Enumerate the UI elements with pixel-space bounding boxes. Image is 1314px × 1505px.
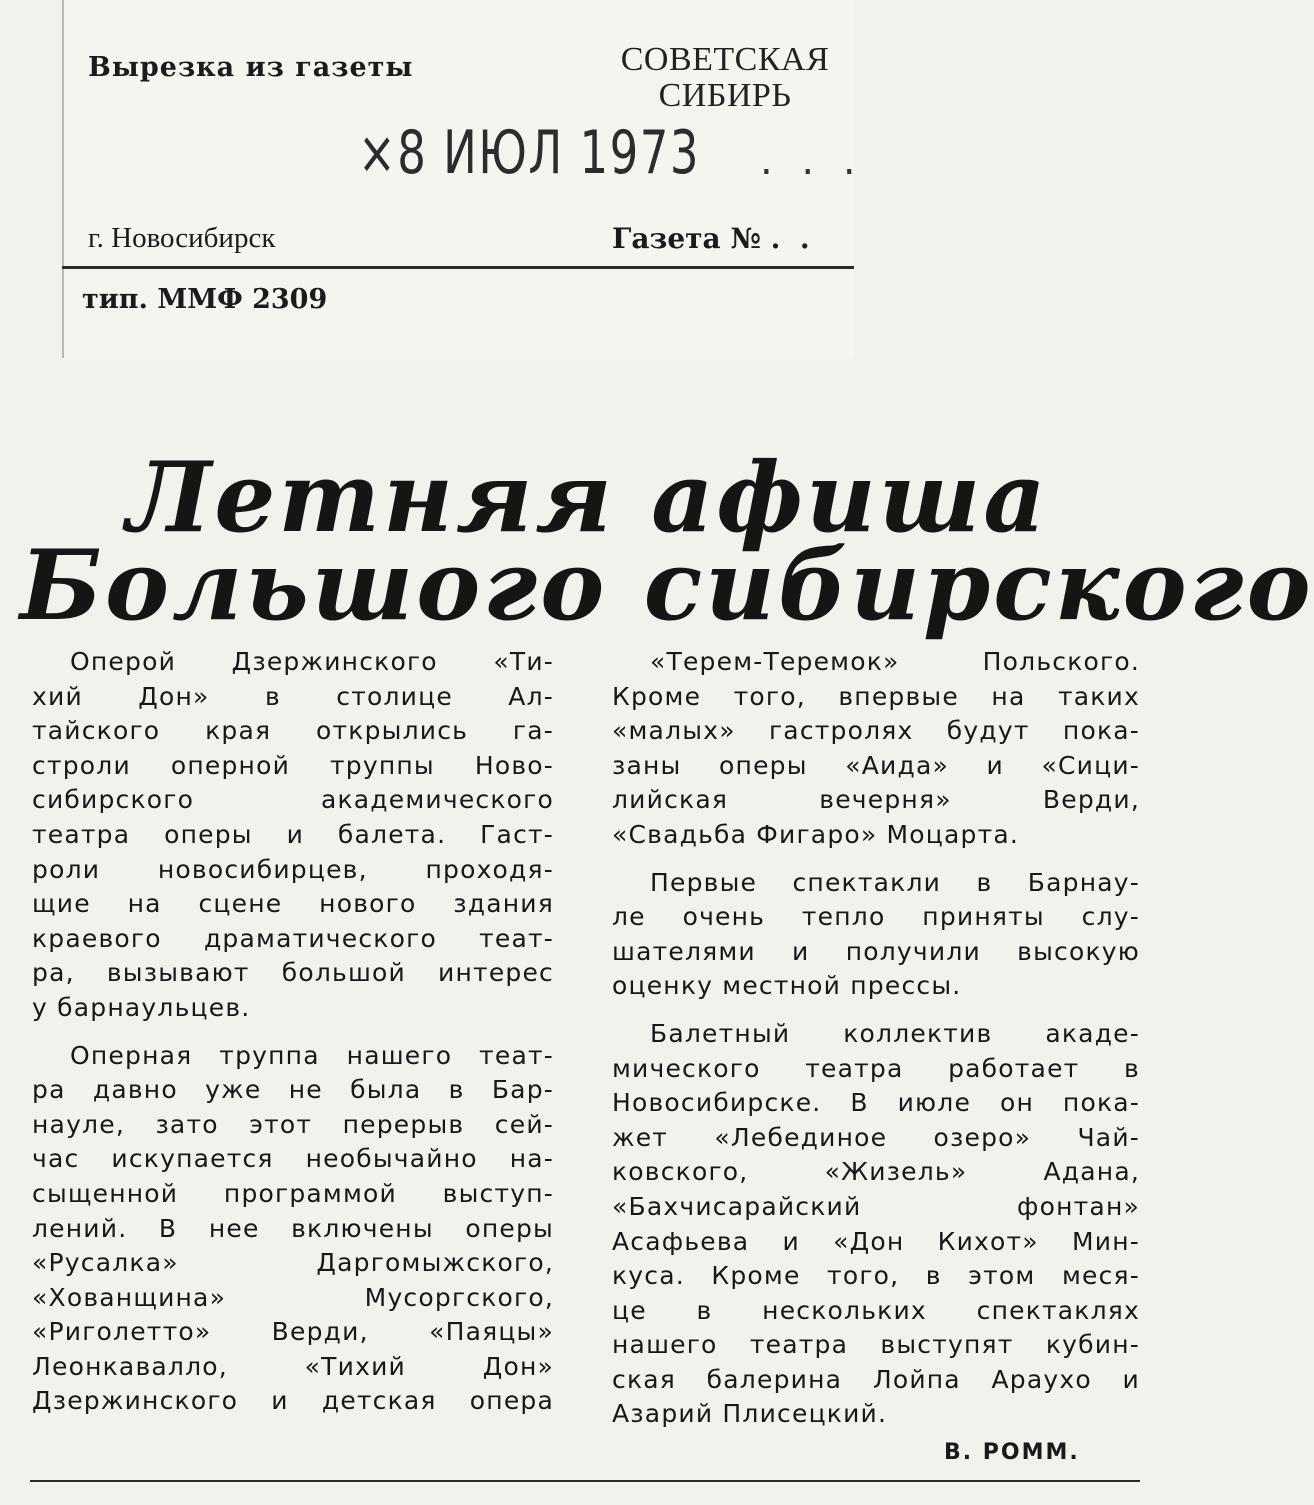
article-line: мического театра работает в [612, 1053, 1140, 1083]
article-line: Азарий Плисецкий. [612, 1399, 888, 1429]
date-stamp: ×8 ИЮЛ 1973 [358, 118, 701, 188]
article-line: «Хованщина» Мусоргского, [32, 1282, 554, 1312]
article-line: Асафьева и «Дон Кихот» Мин- [612, 1226, 1140, 1256]
headline-line-2: Большого сибирского [20, 529, 1314, 642]
article-line: Оперой Дзержинского «Ти- [70, 647, 554, 676]
article-line: «Риголетто» Верди, «Паяцы» [32, 1317, 554, 1347]
article-line: «Бахчисарайский фонтан» [612, 1191, 1140, 1221]
article-line: куса. Кроме того, в этом меся- [612, 1261, 1140, 1291]
right-column [612, 645, 1140, 1432]
article-line: у барнаульцев. [32, 992, 251, 1022]
article-line: жет «Лебединое озеро» Чай- [612, 1122, 1140, 1152]
article-line: тайского края открылись га- [32, 716, 554, 746]
print-code: тип. ММФ 2309 [82, 284, 328, 315]
article-line: хий Дон» в столице Ал- [32, 681, 554, 711]
article-line: це в нескольких спектаклях [612, 1295, 1140, 1325]
article-line: лийская вечерня» Верди, [612, 785, 1140, 815]
article-line: сыщенной программой выступ- [32, 1178, 554, 1208]
bottom-divider [30, 1480, 1140, 1482]
article-line: сибирского академического [32, 785, 554, 815]
newspaper-name-line2: СИБИРЬ [658, 77, 792, 114]
article-line: науле, зато этот перерыв сей- [32, 1109, 554, 1139]
article-line: театра оперы и балета. Гаст- [32, 819, 554, 849]
article-line: щие на сцене нового здания [32, 889, 554, 919]
issue-dots-decoration: . . [760, 222, 810, 255]
issue-label [612, 222, 810, 255]
article-line: Леонкавалло, «Тихий Дон» [32, 1351, 554, 1381]
headline-line-1: Летняя афиша [126, 441, 1049, 554]
article-line: ра давно уже не была в Бар- [32, 1075, 554, 1105]
paragraph-gap [612, 853, 1140, 866]
article-line: «Русалка» Даргомыжского, [32, 1248, 554, 1278]
article-line: Новосибирске. В июле он пока- [612, 1088, 1140, 1118]
stamp-dots-decoration: . . . [760, 138, 864, 184]
paragraph-gap [612, 1004, 1140, 1017]
article-line: Балетный коллектив акаде- [650, 1018, 1140, 1048]
clipping-label: Вырезка из газеты [88, 52, 414, 83]
article-line: нашего театра выступят кубин- [612, 1330, 1140, 1360]
issue-label-text: Газета № [612, 222, 761, 255]
article-line: шателями и получили высокую [612, 936, 1140, 966]
article-line: «Терем-Теремок» Польского. [650, 647, 1140, 676]
left-column [32, 645, 554, 1419]
article-line: краевого драматического теат- [32, 923, 554, 953]
article-line: роли новосибирцев, проходя- [32, 854, 554, 884]
article-line: ская балерина Лойпа Араухо и [612, 1364, 1140, 1394]
article-line: ра, вызывают большой интерес [32, 958, 554, 988]
article-line: лений. В нее включены оперы [32, 1213, 554, 1243]
article-line: Кроме того, впервые на таких [612, 681, 1140, 711]
article-line: Первые спектакли в Барнау- [650, 867, 1140, 897]
card-divider [62, 266, 854, 269]
article-line: ковского, «Жизель» Адана, [612, 1157, 1140, 1187]
newspaper-name [600, 42, 850, 114]
article-line: Оперная труппа нашего теат- [70, 1040, 554, 1070]
article-line: оценку местной прессы. [612, 971, 962, 1001]
article-line: Дзержинского и детская опера [32, 1386, 554, 1416]
article-line: «малых» гастролях будут пока- [612, 716, 1140, 746]
article-line: строли оперной труппы Ново- [32, 750, 554, 780]
article-line: ле очень тепло приняты слу- [612, 902, 1140, 932]
city-label: г. Новосибирск [88, 222, 276, 254]
article-line: час искупается необычайно на- [32, 1144, 554, 1174]
author-signature: В. РОММ. [944, 1440, 1080, 1465]
article-line: заны оперы «Аида» и «Сици- [612, 750, 1140, 780]
newspaper-name-line1: СОВЕТСКАЯ [620, 41, 830, 78]
article-line: «Свадьба Фигаро» Моцарта. [612, 819, 1020, 849]
paragraph-gap [32, 1026, 554, 1039]
